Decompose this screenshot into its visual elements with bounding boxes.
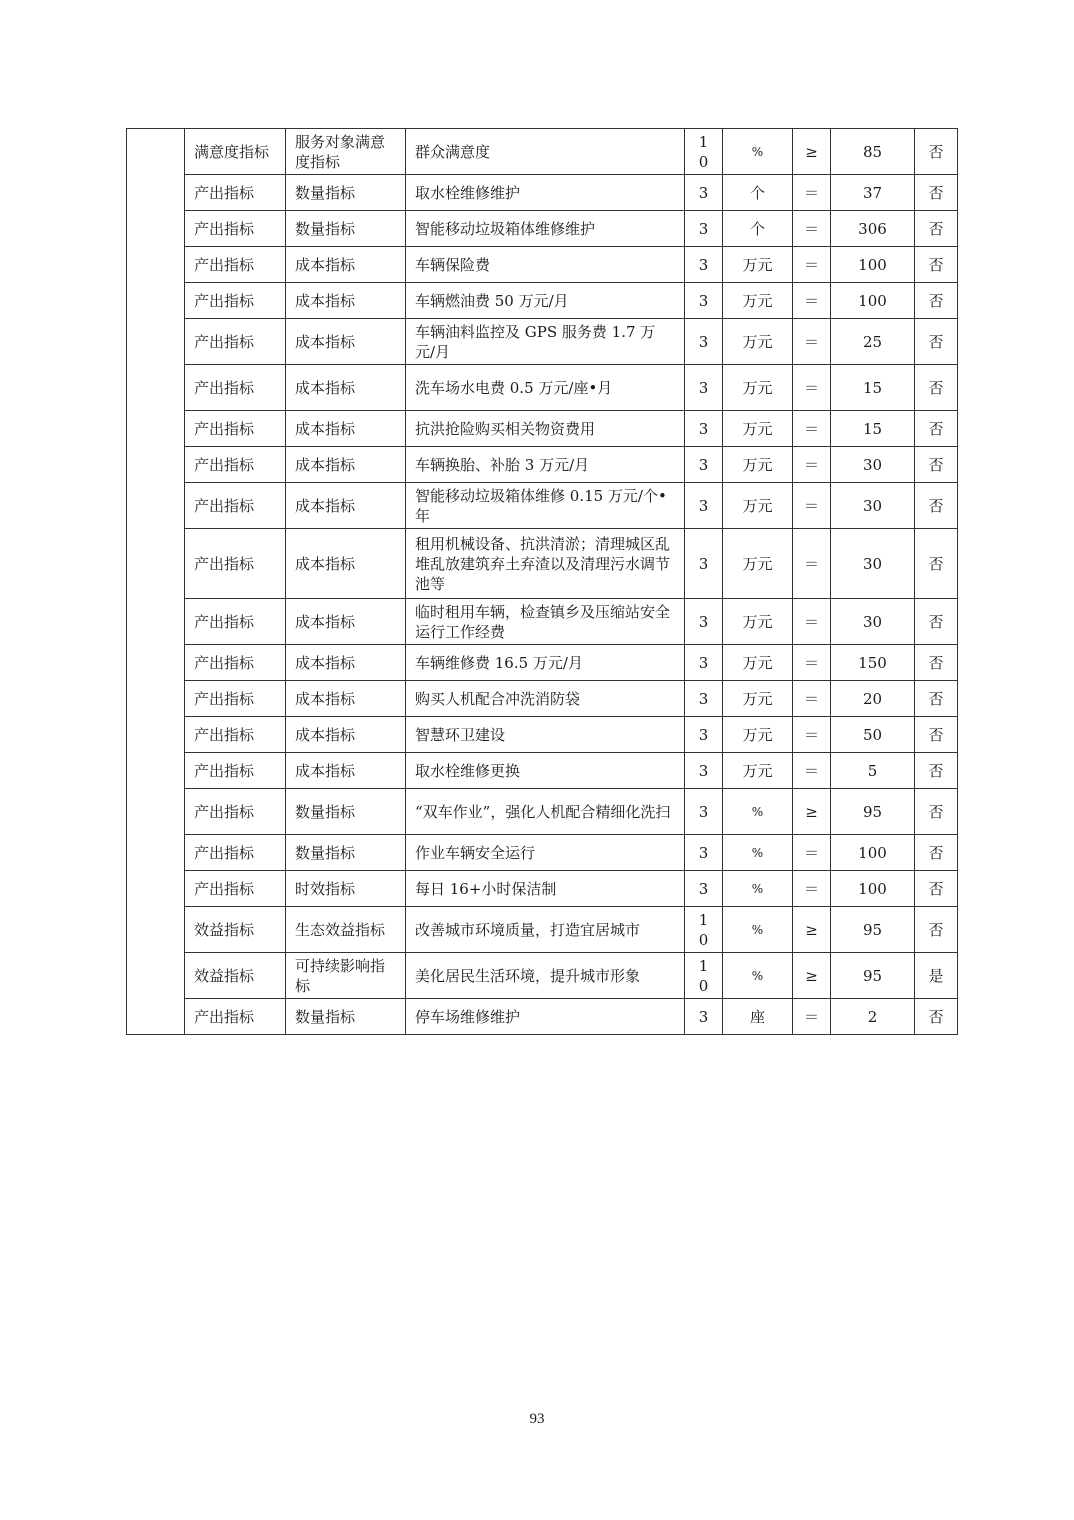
weight-cell: 3 <box>685 247 723 283</box>
unit-cell: 万元 <box>723 717 793 753</box>
unit-cell: 万元 <box>723 247 793 283</box>
unit-cell: 万元 <box>723 447 793 483</box>
level1-indicator-cell: 产出指标 <box>185 789 286 835</box>
table-row <box>127 953 958 999</box>
weight-cell: 3 <box>685 319 723 365</box>
level1-indicator-cell: 产出指标 <box>185 835 286 871</box>
operator-cell: ＝ <box>793 175 831 211</box>
weight-cell: 3 <box>685 211 723 247</box>
table-row <box>127 411 958 447</box>
weight-cell: 3 <box>685 283 723 319</box>
weight-cell: 3 <box>685 447 723 483</box>
indicator-name-cell: 智能移动垃圾箱体维修维护 <box>406 211 685 247</box>
weight-cell: 3 <box>685 529 723 599</box>
operator-cell: ＝ <box>793 871 831 907</box>
unit-cell: % <box>723 789 793 835</box>
indicator-name-cell: 临时租用车辆，检查镇乡及压缩站安全运行工作经费 <box>406 599 685 645</box>
level1-indicator-cell: 效益指标 <box>185 907 286 953</box>
target-value-cell: 30 <box>831 483 915 529</box>
table-row <box>127 283 958 319</box>
level2-indicator-cell: 成本指标 <box>286 319 406 365</box>
core-indicator-flag-cell: 否 <box>915 835 958 871</box>
core-indicator-flag-cell: 否 <box>915 999 958 1035</box>
core-indicator-flag-cell: 否 <box>915 483 958 529</box>
target-value-cell: 30 <box>831 599 915 645</box>
indicator-name-cell: 车辆换胎、补胎 3 万元/月 <box>406 447 685 483</box>
level1-indicator-cell: 产出指标 <box>185 247 286 283</box>
level1-indicator-cell: 产出指标 <box>185 483 286 529</box>
indicator-name-cell: 抗洪抢险购买相关物资费用 <box>406 411 685 447</box>
target-value-cell: 15 <box>831 411 915 447</box>
target-value-cell: 150 <box>831 645 915 681</box>
indicator-name-cell: 取水栓维修维护 <box>406 175 685 211</box>
level2-indicator-cell: 成本指标 <box>286 529 406 599</box>
unit-cell: 万元 <box>723 599 793 645</box>
unit-cell: % <box>723 129 793 175</box>
core-indicator-flag-cell: 否 <box>915 365 958 411</box>
level2-indicator-cell: 可持续影响指标 <box>286 953 406 999</box>
core-indicator-flag-cell: 否 <box>915 645 958 681</box>
table-row <box>127 789 958 835</box>
operator-cell: ＝ <box>793 283 831 319</box>
unit-cell: % <box>723 835 793 871</box>
target-value-cell: 37 <box>831 175 915 211</box>
level1-indicator-cell: 产出指标 <box>185 717 286 753</box>
weight-cell: 10 <box>685 129 723 175</box>
core-indicator-flag-cell: 是 <box>915 953 958 999</box>
target-value-cell: 30 <box>831 447 915 483</box>
level1-indicator-cell: 产出指标 <box>185 447 286 483</box>
indicator-name-cell: 停车场维修维护 <box>406 999 685 1035</box>
level2-indicator-cell: 成本指标 <box>286 447 406 483</box>
target-value-cell: 25 <box>831 319 915 365</box>
table-row <box>127 835 958 871</box>
unit-cell: 万元 <box>723 753 793 789</box>
target-value-cell: 95 <box>831 953 915 999</box>
level1-indicator-cell: 产出指标 <box>185 319 286 365</box>
weight-cell: 3 <box>685 871 723 907</box>
target-value-cell: 100 <box>831 835 915 871</box>
level2-indicator-cell: 成本指标 <box>286 483 406 529</box>
weight-cell: 3 <box>685 483 723 529</box>
target-value-cell: 306 <box>831 211 915 247</box>
level2-indicator-cell: 数量指标 <box>286 211 406 247</box>
operator-cell: ＝ <box>793 247 831 283</box>
level2-indicator-cell: 成本指标 <box>286 283 406 319</box>
level2-indicator-cell: 成本指标 <box>286 365 406 411</box>
weight-cell: 3 <box>685 835 723 871</box>
table-row <box>127 365 958 411</box>
weight-cell: 3 <box>685 999 723 1035</box>
core-indicator-flag-cell: 否 <box>915 907 958 953</box>
unit-cell: 万元 <box>723 411 793 447</box>
operator-cell: ＝ <box>793 835 831 871</box>
level2-indicator-cell: 数量指标 <box>286 835 406 871</box>
indicator-name-cell: 购买人机配合冲洗消防袋 <box>406 681 685 717</box>
target-value-cell: 100 <box>831 247 915 283</box>
weight-cell: 3 <box>685 365 723 411</box>
unit-cell: 座 <box>723 999 793 1035</box>
operator-cell: ＝ <box>793 411 831 447</box>
core-indicator-flag-cell: 否 <box>915 175 958 211</box>
core-indicator-flag-cell: 否 <box>915 529 958 599</box>
level1-indicator-cell: 产出指标 <box>185 999 286 1035</box>
core-indicator-flag-cell: 否 <box>915 247 958 283</box>
indicator-name-cell: 智能移动垃圾箱体维修 0.15 万元/个•年 <box>406 483 685 529</box>
table-row <box>127 999 958 1035</box>
level2-indicator-cell: 数量指标 <box>286 999 406 1035</box>
level2-indicator-cell: 成本指标 <box>286 599 406 645</box>
level2-indicator-cell: 成本指标 <box>286 411 406 447</box>
table-row <box>127 211 958 247</box>
target-value-cell: 20 <box>831 681 915 717</box>
core-indicator-flag-cell: 否 <box>915 283 958 319</box>
operator-cell: ＝ <box>793 447 831 483</box>
table-row <box>127 599 958 645</box>
indicator-name-cell: “双车作业”，强化人机配合精细化洗扫 <box>406 789 685 835</box>
indicator-name-cell: 作业车辆安全运行 <box>406 835 685 871</box>
target-value-cell: 2 <box>831 999 915 1035</box>
level1-indicator-cell: 产出指标 <box>185 753 286 789</box>
core-indicator-flag-cell: 否 <box>915 211 958 247</box>
operator-cell: ＝ <box>793 681 831 717</box>
page-number: 93 <box>529 1411 545 1427</box>
unit-cell: 万元 <box>723 681 793 717</box>
level1-indicator-cell: 产出指标 <box>185 211 286 247</box>
unit-cell: % <box>723 953 793 999</box>
level2-indicator-cell: 服务对象满意度指标 <box>286 129 406 175</box>
level1-indicator-cell: 效益指标 <box>185 953 286 999</box>
level2-indicator-cell: 成本指标 <box>286 717 406 753</box>
indicator-name-cell: 美化居民生活环境，提升城市形象 <box>406 953 685 999</box>
table-row <box>127 319 958 365</box>
weight-cell: 10 <box>685 953 723 999</box>
level2-indicator-cell: 成本指标 <box>286 681 406 717</box>
table-row <box>127 529 958 599</box>
level2-indicator-cell: 数量指标 <box>286 175 406 211</box>
target-value-cell: 5 <box>831 753 915 789</box>
level1-indicator-cell: 产出指标 <box>185 871 286 907</box>
level2-indicator-cell: 时效指标 <box>286 871 406 907</box>
performance-indicator-table <box>126 128 958 1035</box>
operator-cell: ＝ <box>793 645 831 681</box>
level1-indicator-cell: 产出指标 <box>185 681 286 717</box>
project-name-cell <box>127 129 185 1035</box>
core-indicator-flag-cell: 否 <box>915 599 958 645</box>
core-indicator-flag-cell: 否 <box>915 871 958 907</box>
operator-cell: ＝ <box>793 529 831 599</box>
level1-indicator-cell: 满意度指标 <box>185 129 286 175</box>
operator-cell: ＝ <box>793 599 831 645</box>
unit-cell: 万元 <box>723 283 793 319</box>
table-body <box>127 129 958 1035</box>
operator-cell: ≥ <box>793 789 831 835</box>
table-row <box>127 645 958 681</box>
level1-indicator-cell: 产出指标 <box>185 599 286 645</box>
table-row <box>127 175 958 211</box>
weight-cell: 3 <box>685 411 723 447</box>
unit-cell: 个 <box>723 211 793 247</box>
table-row <box>127 717 958 753</box>
operator-cell: ＝ <box>793 211 831 247</box>
operator-cell: ＝ <box>793 319 831 365</box>
indicator-name-cell: 车辆保险费 <box>406 247 685 283</box>
level1-indicator-cell: 产出指标 <box>185 411 286 447</box>
operator-cell: ≥ <box>793 953 831 999</box>
core-indicator-flag-cell: 否 <box>915 411 958 447</box>
target-value-cell: 100 <box>831 871 915 907</box>
indicator-name-cell: 每日 16+小时保洁制 <box>406 871 685 907</box>
level1-indicator-cell: 产出指标 <box>185 529 286 599</box>
weight-cell: 3 <box>685 717 723 753</box>
core-indicator-flag-cell: 否 <box>915 717 958 753</box>
target-value-cell: 30 <box>831 529 915 599</box>
core-indicator-flag-cell: 否 <box>915 789 958 835</box>
operator-cell: ＝ <box>793 999 831 1035</box>
target-value-cell: 15 <box>831 365 915 411</box>
table-row <box>127 871 958 907</box>
indicator-name-cell: 取水栓维修更换 <box>406 753 685 789</box>
target-value-cell: 50 <box>831 717 915 753</box>
operator-cell: ＝ <box>793 717 831 753</box>
weight-cell: 3 <box>685 645 723 681</box>
unit-cell: 万元 <box>723 645 793 681</box>
unit-cell: 万元 <box>723 319 793 365</box>
indicator-name-cell: 车辆维修费 16.5 万元/月 <box>406 645 685 681</box>
table-row <box>127 247 958 283</box>
weight-cell: 3 <box>685 681 723 717</box>
unit-cell: % <box>723 907 793 953</box>
indicator-name-cell: 车辆油料监控及 GPS 服务费 1.7 万元/月 <box>406 319 685 365</box>
unit-cell: 个 <box>723 175 793 211</box>
level2-indicator-cell: 生态效益指标 <box>286 907 406 953</box>
target-value-cell: 95 <box>831 907 915 953</box>
weight-cell: 3 <box>685 175 723 211</box>
indicator-name-cell: 群众满意度 <box>406 129 685 175</box>
core-indicator-flag-cell: 否 <box>915 129 958 175</box>
operator-cell: ≥ <box>793 907 831 953</box>
table-row <box>127 447 958 483</box>
table-row <box>127 483 958 529</box>
unit-cell: % <box>723 871 793 907</box>
operator-cell: ＝ <box>793 483 831 529</box>
indicator-name-cell: 智慧环卫建设 <box>406 717 685 753</box>
table-row <box>127 681 958 717</box>
core-indicator-flag-cell: 否 <box>915 319 958 365</box>
indicator-name-cell: 洗车场水电费 0.5 万元/座•月 <box>406 365 685 411</box>
operator-cell: ＝ <box>793 365 831 411</box>
operator-cell: ＝ <box>793 753 831 789</box>
indicator-name-cell: 车辆燃油费 50 万元/月 <box>406 283 685 319</box>
table-row <box>127 907 958 953</box>
level1-indicator-cell: 产出指标 <box>185 175 286 211</box>
level2-indicator-cell: 数量指标 <box>286 789 406 835</box>
unit-cell: 万元 <box>723 483 793 529</box>
level2-indicator-cell: 成本指标 <box>286 247 406 283</box>
level1-indicator-cell: 产出指标 <box>185 283 286 319</box>
core-indicator-flag-cell: 否 <box>915 681 958 717</box>
target-value-cell: 100 <box>831 283 915 319</box>
level1-indicator-cell: 产出指标 <box>185 645 286 681</box>
weight-cell: 10 <box>685 907 723 953</box>
core-indicator-flag-cell: 否 <box>915 447 958 483</box>
target-value-cell: 95 <box>831 789 915 835</box>
core-indicator-flag-cell: 否 <box>915 753 958 789</box>
table-row <box>127 753 958 789</box>
unit-cell: 万元 <box>723 365 793 411</box>
weight-cell: 3 <box>685 789 723 835</box>
table-row <box>127 129 958 175</box>
unit-cell: 万元 <box>723 529 793 599</box>
level1-indicator-cell: 产出指标 <box>185 365 286 411</box>
level2-indicator-cell: 成本指标 <box>286 753 406 789</box>
weight-cell: 3 <box>685 599 723 645</box>
operator-cell: ≥ <box>793 129 831 175</box>
target-value-cell: 85 <box>831 129 915 175</box>
weight-cell: 3 <box>685 753 723 789</box>
level2-indicator-cell: 成本指标 <box>286 645 406 681</box>
indicator-name-cell: 租用机械设备、抗洪清淤；清理城区乱堆乱放建筑弃土弃渣以及清理污水调节池等 <box>406 529 685 599</box>
indicator-name-cell: 改善城市环境质量，打造宜居城市 <box>406 907 685 953</box>
